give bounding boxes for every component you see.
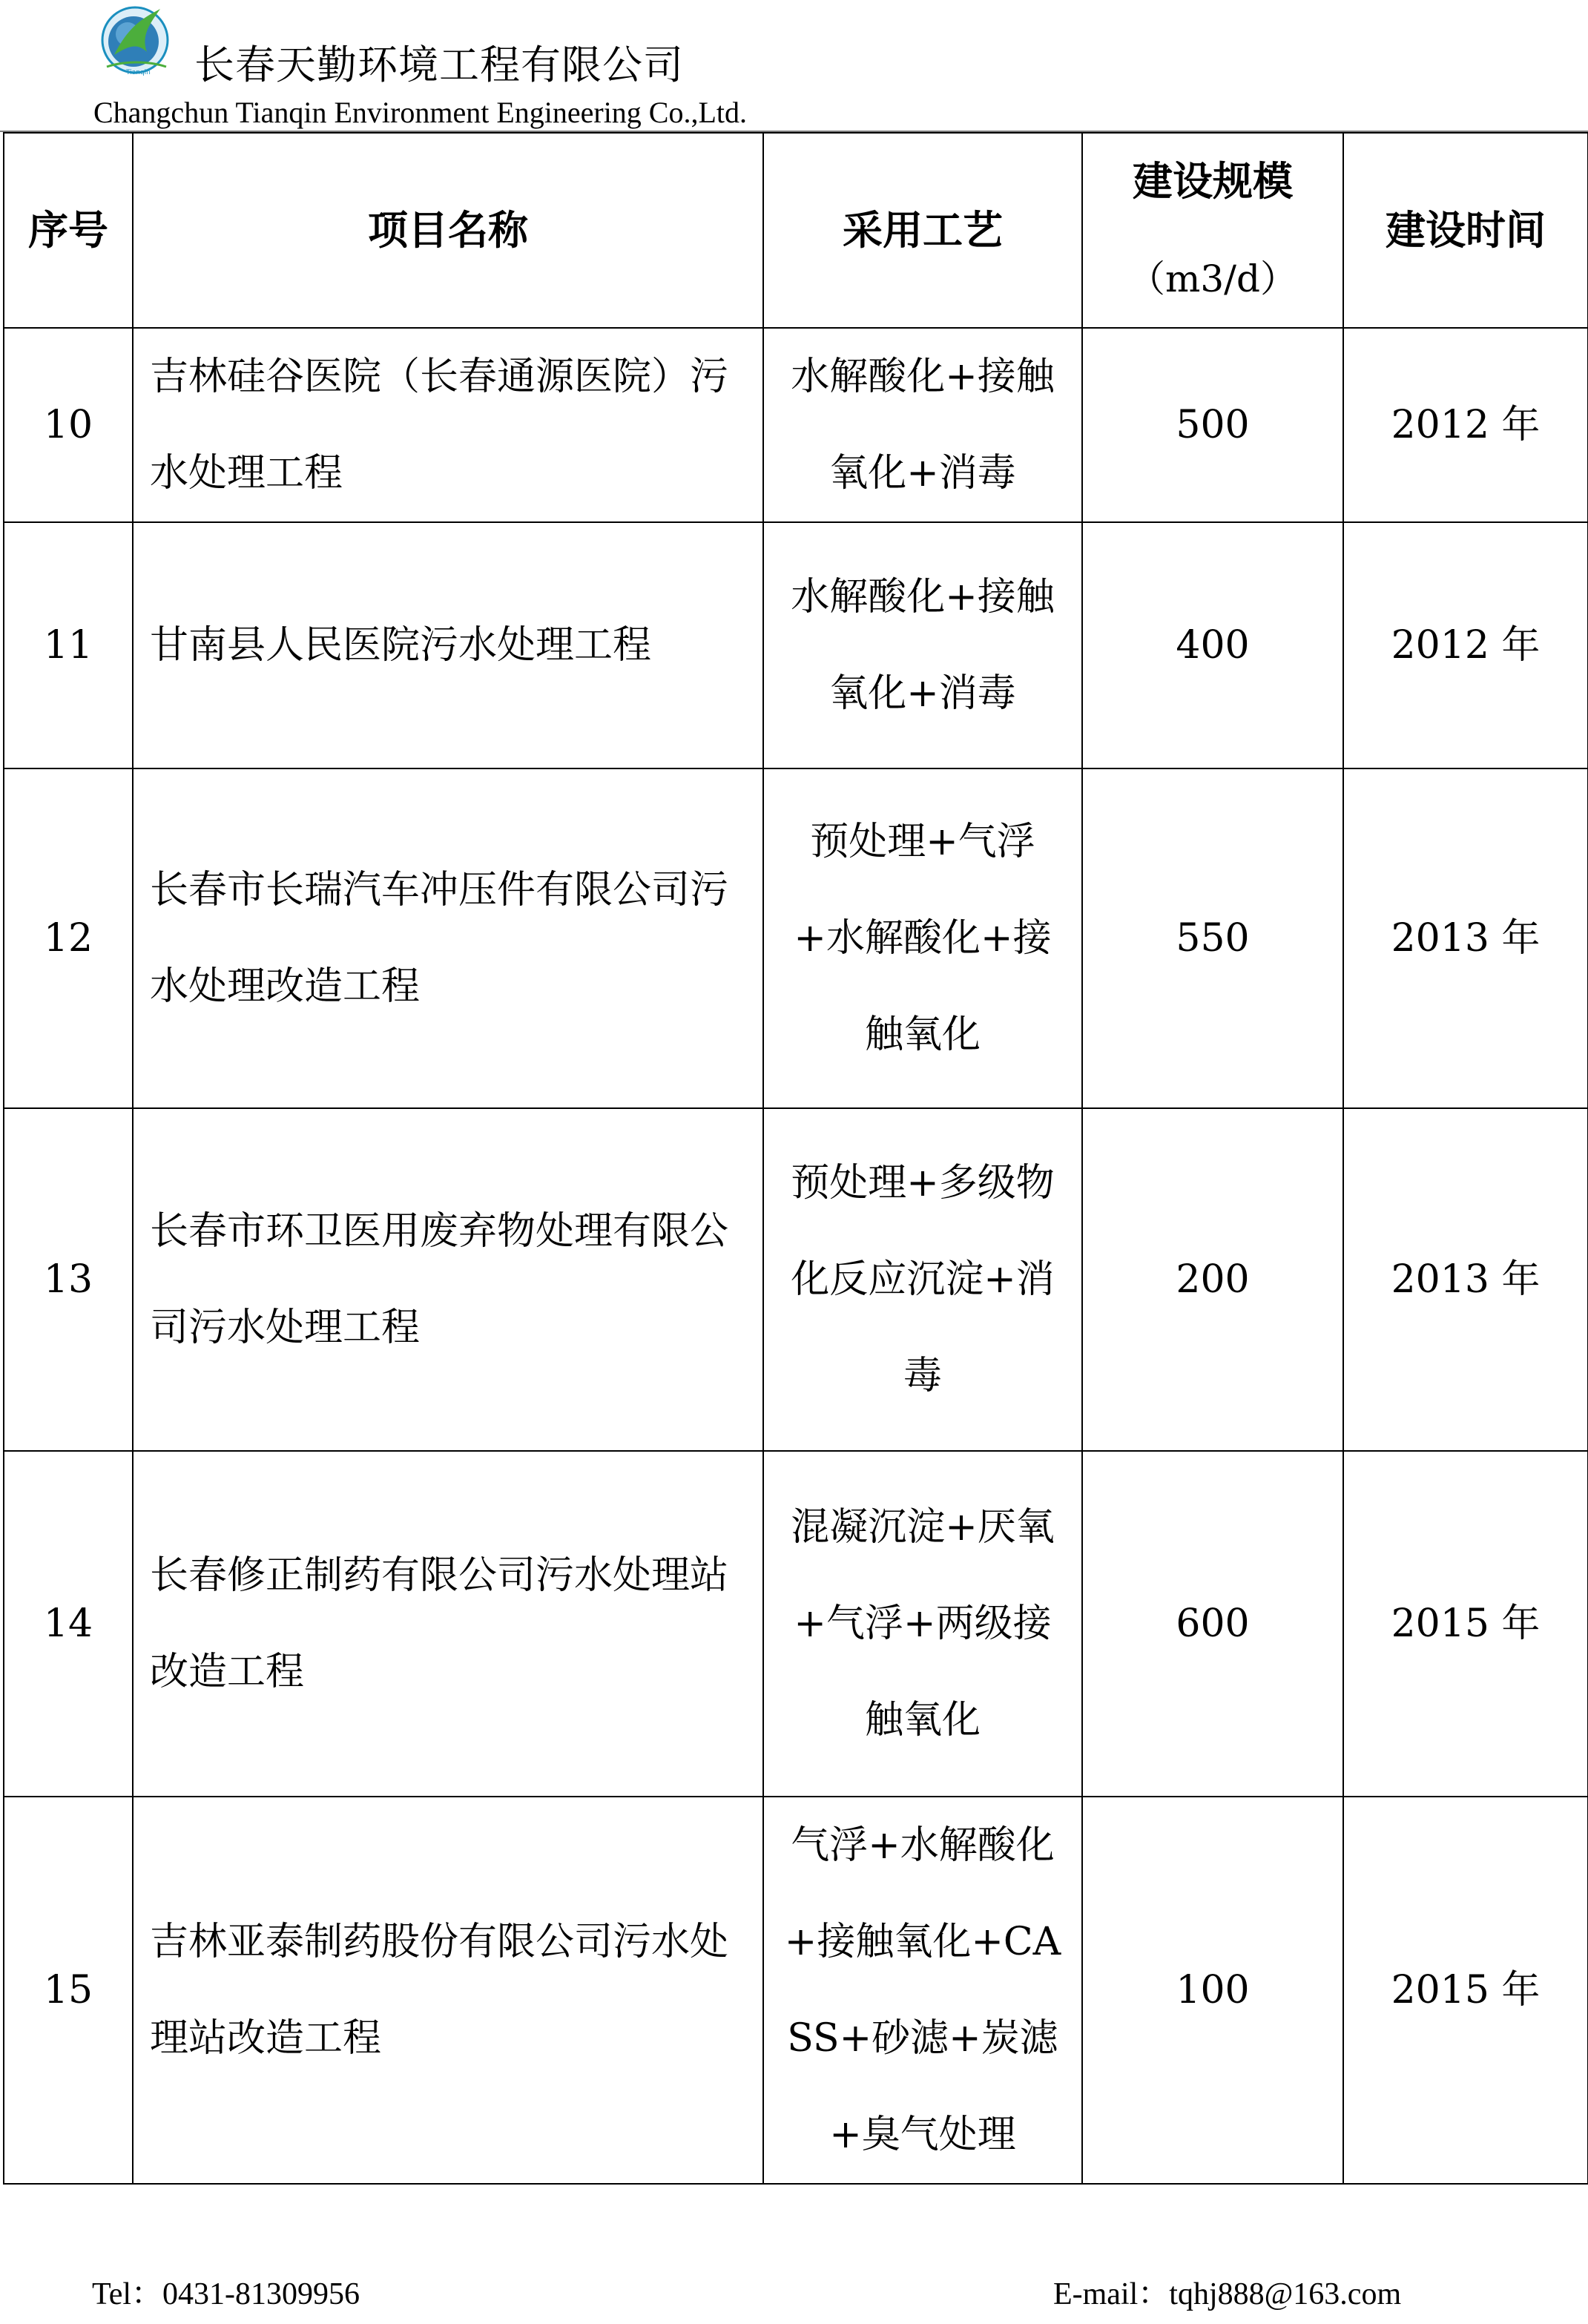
- row-year: 2013 年: [1343, 1108, 1588, 1451]
- row-scale: 550: [1082, 768, 1343, 1108]
- row-year: 2015 年: [1343, 1797, 1588, 2184]
- table-row: [4, 1451, 1588, 1797]
- row-no: 11: [4, 522, 133, 768]
- header-name: 项目名称: [133, 133, 763, 328]
- row-no: 14: [4, 1451, 133, 1797]
- company-logo-icon: [92, 3, 174, 77]
- row-scale: 200: [1082, 1108, 1343, 1451]
- row-project-name: 吉林亚泰制药股份有限公司污水处理站改造工程: [133, 1797, 763, 2184]
- row-project-name: 甘南县人民医院污水处理工程: [133, 522, 763, 768]
- row-scale: 500: [1082, 328, 1343, 522]
- company-name-cn: 长春天勤环境工程有限公司: [194, 42, 684, 88]
- header-scale-line1: 建设规模: [1133, 158, 1293, 205]
- table-row: [4, 522, 1588, 768]
- table-row: [4, 1797, 1588, 2184]
- row-scale: 100: [1082, 1797, 1343, 2184]
- row-no: 12: [4, 768, 133, 1108]
- row-process: 预处理+气浮+水解酸化+接触氧化: [763, 768, 1082, 1108]
- row-process: 气浮+水解酸化+接触氧化+CASS+砂滤+炭滤+臭气处理: [763, 1797, 1082, 2184]
- projects-table: [3, 132, 1588, 2185]
- table-row: [4, 1108, 1588, 1451]
- row-process: 预处理+多级物化反应沉淀+消毒: [763, 1108, 1082, 1451]
- row-no: 13: [4, 1108, 133, 1451]
- row-scale: 600: [1082, 1451, 1343, 1797]
- header-no: 序号: [4, 133, 133, 328]
- row-no: 10: [4, 328, 133, 522]
- row-year: 2012 年: [1343, 522, 1588, 768]
- projects-table-wrap: [3, 132, 1588, 2185]
- row-year: 2015 年: [1343, 1451, 1588, 1797]
- logo-caption: Tianqin: [126, 69, 151, 76]
- row-process: 混凝沉淀+厌氧+气浮+两级接触氧化: [763, 1451, 1082, 1797]
- letterhead: [0, 0, 1588, 134]
- footer-email: E-mail：tqhj888@163.com: [1053, 2277, 1402, 2311]
- table-row: [4, 768, 1588, 1108]
- header-process: 采用工艺: [763, 133, 1082, 328]
- table-header-row: [4, 133, 1588, 328]
- table-row: [4, 328, 1588, 522]
- header-year: 建设时间: [1343, 133, 1588, 328]
- row-project-name: 长春修正制药有限公司污水处理站改造工程: [133, 1451, 763, 1797]
- company-name-en: Changchun Tianqin Environment Engineering Co.,Ltd.: [93, 96, 748, 129]
- row-process: 水解酸化+接触氧化+消毒: [763, 328, 1082, 522]
- footer-telephone: Tel：0431-81309956: [92, 2277, 360, 2311]
- row-scale: 400: [1082, 522, 1343, 768]
- header-scale: [1082, 133, 1343, 328]
- row-process: 水解酸化+接触氧化+消毒: [763, 522, 1082, 768]
- row-project-name: 吉林硅谷医院（长春通源医院）污水处理工程: [133, 328, 763, 522]
- row-no: 15: [4, 1797, 133, 2184]
- row-project-name: 长春市长瑞汽车冲压件有限公司污水处理改造工程: [133, 768, 763, 1108]
- header-scale-unit: （m3/d）: [1127, 257, 1298, 300]
- row-year: 2012 年: [1343, 328, 1588, 522]
- row-project-name: 长春市环卫医用废弃物处理有限公司污水处理工程: [133, 1108, 763, 1451]
- row-year: 2013 年: [1343, 768, 1588, 1108]
